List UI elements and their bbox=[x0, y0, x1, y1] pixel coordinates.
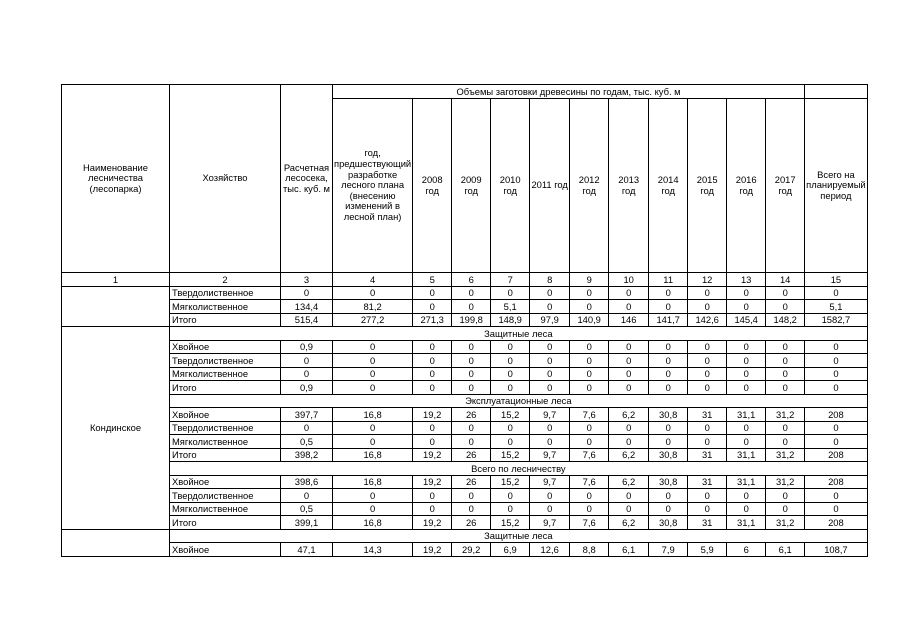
value-cell: 0 bbox=[570, 381, 609, 395]
value-cell: 0 bbox=[649, 300, 688, 314]
value-cell: 0 bbox=[452, 421, 491, 435]
value-cell: 14,3 bbox=[333, 543, 413, 557]
value-cell: 7,6 bbox=[570, 516, 609, 530]
value-cell: 19,2 bbox=[413, 516, 452, 530]
header-prior-year: год, предшествующий разработке лесного плана (внесению изменений в лесной план) bbox=[333, 99, 413, 273]
value-cell: 0 bbox=[413, 367, 452, 381]
row-label: Хвойное bbox=[170, 408, 281, 422]
table-row bbox=[62, 354, 868, 368]
value-cell: 0 bbox=[688, 502, 727, 516]
header-total: Всего на планируемый период bbox=[805, 99, 868, 273]
value-cell: 0 bbox=[413, 435, 452, 449]
value-cell: 7,6 bbox=[570, 448, 609, 462]
value-cell: 0 bbox=[805, 489, 868, 503]
value-cell: 31,2 bbox=[766, 475, 805, 489]
header-year: 2012 год bbox=[570, 99, 609, 273]
section-row bbox=[62, 462, 868, 476]
value-cell: 0 bbox=[609, 354, 649, 368]
value-cell: 0 bbox=[570, 435, 609, 449]
value-cell: 15,2 bbox=[491, 408, 530, 422]
column-number: 11 bbox=[649, 273, 688, 287]
row-label: Итого bbox=[170, 381, 281, 395]
value-cell: 0 bbox=[805, 435, 868, 449]
value-cell: 6,1 bbox=[609, 543, 649, 557]
header-year: 2009 год bbox=[452, 99, 491, 273]
value-cell: 0 bbox=[766, 367, 805, 381]
value-cell: 7,6 bbox=[570, 475, 609, 489]
value-cell: 0 bbox=[570, 300, 609, 314]
value-cell: 0 bbox=[570, 354, 609, 368]
value-cell: 30,8 bbox=[649, 516, 688, 530]
value-cell: 0 bbox=[530, 489, 570, 503]
value-cell: 31,1 bbox=[727, 516, 766, 530]
value-cell: 142,6 bbox=[688, 313, 727, 327]
value-cell: 15,2 bbox=[491, 475, 530, 489]
column-number: 12 bbox=[688, 273, 727, 287]
value-cell: 7,9 bbox=[649, 543, 688, 557]
column-number: 1 bbox=[62, 273, 170, 287]
value-cell: 0 bbox=[413, 421, 452, 435]
value-cell: 0 bbox=[649, 435, 688, 449]
header-year: 2011 год bbox=[530, 99, 570, 273]
value-cell: 0 bbox=[649, 340, 688, 354]
value-cell: 398,2 bbox=[281, 448, 333, 462]
header-year: 2015 год bbox=[688, 99, 727, 273]
value-cell: 0 bbox=[688, 489, 727, 503]
table-row bbox=[62, 286, 868, 300]
value-cell: 9,7 bbox=[530, 448, 570, 462]
value-cell: 0 bbox=[491, 286, 530, 300]
section-title: Эксплуатационные леса bbox=[170, 394, 868, 408]
value-cell: 0,5 bbox=[281, 502, 333, 516]
value-cell: 19,2 bbox=[413, 475, 452, 489]
value-cell: 0 bbox=[570, 367, 609, 381]
value-cell: 26 bbox=[452, 516, 491, 530]
value-cell: 0 bbox=[727, 367, 766, 381]
value-cell: 0 bbox=[727, 421, 766, 435]
value-cell: 0 bbox=[766, 489, 805, 503]
table-row bbox=[62, 340, 868, 354]
row-label: Мягколиственное bbox=[170, 435, 281, 449]
value-cell: 16,8 bbox=[333, 448, 413, 462]
value-cell: 0 bbox=[609, 489, 649, 503]
row-label: Итого bbox=[170, 448, 281, 462]
value-cell: 16,8 bbox=[333, 408, 413, 422]
table-row bbox=[62, 516, 868, 530]
value-cell: 0 bbox=[281, 354, 333, 368]
value-cell: 0 bbox=[413, 354, 452, 368]
header-economy: Хозяйство bbox=[170, 85, 281, 273]
value-cell: 0 bbox=[530, 502, 570, 516]
header-year: 2008 год bbox=[413, 99, 452, 273]
value-cell: 398,6 bbox=[281, 475, 333, 489]
value-cell: 26 bbox=[452, 475, 491, 489]
value-cell: 208 bbox=[805, 475, 868, 489]
header-year: 2010 год bbox=[491, 99, 530, 273]
value-cell: 31 bbox=[688, 408, 727, 422]
value-cell: 0 bbox=[766, 381, 805, 395]
value-cell: 19,2 bbox=[413, 408, 452, 422]
value-cell: 0 bbox=[727, 354, 766, 368]
value-cell: 5,9 bbox=[688, 543, 727, 557]
value-cell: 12,6 bbox=[530, 543, 570, 557]
value-cell: 30,8 bbox=[649, 408, 688, 422]
value-cell: 0 bbox=[530, 300, 570, 314]
value-cell: 9,7 bbox=[530, 516, 570, 530]
row-label: Итого bbox=[170, 516, 281, 530]
table-row bbox=[62, 381, 868, 395]
value-cell: 31 bbox=[688, 475, 727, 489]
value-cell: 0 bbox=[333, 286, 413, 300]
section-row bbox=[62, 327, 868, 341]
column-number: 10 bbox=[609, 273, 649, 287]
value-cell: 399,1 bbox=[281, 516, 333, 530]
forestry-name-cell bbox=[62, 529, 170, 556]
value-cell: 0 bbox=[491, 489, 530, 503]
value-cell: 0 bbox=[609, 340, 649, 354]
value-cell: 19,2 bbox=[413, 448, 452, 462]
column-number: 2 bbox=[170, 273, 281, 287]
value-cell: 6 bbox=[727, 543, 766, 557]
row-label: Итого bbox=[170, 313, 281, 327]
value-cell: 145,4 bbox=[727, 313, 766, 327]
value-cell: 30,8 bbox=[649, 448, 688, 462]
value-cell: 9,7 bbox=[530, 408, 570, 422]
value-cell: 134,4 bbox=[281, 300, 333, 314]
value-cell: 0 bbox=[688, 367, 727, 381]
value-cell: 31,1 bbox=[727, 475, 766, 489]
value-cell: 47,1 bbox=[281, 543, 333, 557]
value-cell: 26 bbox=[452, 408, 491, 422]
section-title: Защитные леса bbox=[170, 529, 868, 543]
value-cell: 277,2 bbox=[333, 313, 413, 327]
value-cell: 0 bbox=[530, 435, 570, 449]
harvest-volume-table bbox=[61, 84, 868, 557]
value-cell: 0 bbox=[452, 354, 491, 368]
value-cell: 0 bbox=[805, 421, 868, 435]
column-number: 13 bbox=[727, 273, 766, 287]
section-row bbox=[62, 529, 868, 543]
value-cell: 97,9 bbox=[530, 313, 570, 327]
value-cell: 0 bbox=[649, 421, 688, 435]
value-cell: 0 bbox=[281, 367, 333, 381]
table-row bbox=[62, 300, 868, 314]
value-cell: 0 bbox=[452, 489, 491, 503]
column-number: 14 bbox=[766, 273, 805, 287]
value-cell: 0 bbox=[530, 421, 570, 435]
value-cell: 30,8 bbox=[649, 475, 688, 489]
value-cell: 0 bbox=[413, 502, 452, 516]
row-label: Твердолиственное bbox=[170, 286, 281, 300]
table-row bbox=[62, 313, 868, 327]
value-cell: 0 bbox=[491, 367, 530, 381]
value-cell: 5,1 bbox=[491, 300, 530, 314]
value-cell: 0 bbox=[333, 367, 413, 381]
value-cell: 0 bbox=[727, 502, 766, 516]
value-cell: 15,2 bbox=[491, 448, 530, 462]
value-cell: 0 bbox=[530, 367, 570, 381]
value-cell: 148,9 bbox=[491, 313, 530, 327]
value-cell: 6,9 bbox=[491, 543, 530, 557]
value-cell: 0 bbox=[333, 489, 413, 503]
value-cell: 6,2 bbox=[609, 408, 649, 422]
value-cell: 0 bbox=[609, 300, 649, 314]
header-volume-group: Объемы заготовки древесины по годам, тыс. куб. м bbox=[333, 85, 805, 99]
forest-harvest-table-page bbox=[61, 84, 868, 557]
value-cell: 15,2 bbox=[491, 516, 530, 530]
value-cell: 0 bbox=[688, 421, 727, 435]
value-cell: 0 bbox=[727, 286, 766, 300]
value-cell: 9,7 bbox=[530, 475, 570, 489]
value-cell: 0 bbox=[413, 489, 452, 503]
value-cell: 0 bbox=[570, 286, 609, 300]
value-cell: 208 bbox=[805, 408, 868, 422]
column-number: 3 bbox=[281, 273, 333, 287]
column-number: 6 bbox=[452, 273, 491, 287]
value-cell: 0 bbox=[727, 489, 766, 503]
value-cell: 141,7 bbox=[649, 313, 688, 327]
value-cell: 31 bbox=[688, 516, 727, 530]
value-cell: 0 bbox=[452, 300, 491, 314]
value-cell: 0 bbox=[570, 502, 609, 516]
header-allowable-cut: Расчетная лесосека, тыс. куб. м bbox=[281, 85, 333, 273]
value-cell: 0 bbox=[609, 435, 649, 449]
value-cell: 515,4 bbox=[281, 313, 333, 327]
value-cell: 0 bbox=[766, 354, 805, 368]
value-cell: 81,2 bbox=[333, 300, 413, 314]
row-label: Твердолиственное bbox=[170, 421, 281, 435]
value-cell: 31,2 bbox=[766, 408, 805, 422]
value-cell: 0 bbox=[609, 381, 649, 395]
value-cell: 0,9 bbox=[281, 381, 333, 395]
value-cell: 0 bbox=[452, 381, 491, 395]
value-cell: 0 bbox=[281, 421, 333, 435]
header-year: 2014 год bbox=[649, 99, 688, 273]
value-cell: 0 bbox=[452, 286, 491, 300]
value-cell: 0 bbox=[530, 381, 570, 395]
column-number: 8 bbox=[530, 273, 570, 287]
value-cell: 108,7 bbox=[805, 543, 868, 557]
value-cell: 31,1 bbox=[727, 448, 766, 462]
table-row bbox=[62, 435, 868, 449]
header-forestry-name: Наименование лесничества (лесопарка) bbox=[62, 85, 170, 273]
column-number: 5 bbox=[413, 273, 452, 287]
value-cell: 0 bbox=[491, 340, 530, 354]
value-cell: 0 bbox=[333, 340, 413, 354]
value-cell: 5,1 bbox=[805, 300, 868, 314]
row-label: Мягколиственное bbox=[170, 300, 281, 314]
value-cell: 0 bbox=[530, 354, 570, 368]
column-number: 4 bbox=[333, 273, 413, 287]
header-year: 2016 год bbox=[727, 99, 766, 273]
table-row bbox=[62, 543, 868, 557]
value-cell: 0,5 bbox=[281, 435, 333, 449]
column-number: 15 bbox=[805, 273, 868, 287]
value-cell: 19,2 bbox=[413, 543, 452, 557]
value-cell: 0 bbox=[609, 502, 649, 516]
value-cell: 7,6 bbox=[570, 408, 609, 422]
value-cell: 140,9 bbox=[570, 313, 609, 327]
value-cell: 0 bbox=[688, 300, 727, 314]
value-cell: 0 bbox=[609, 286, 649, 300]
value-cell: 0 bbox=[413, 340, 452, 354]
value-cell: 0 bbox=[688, 286, 727, 300]
value-cell: 0 bbox=[766, 300, 805, 314]
table-row bbox=[62, 367, 868, 381]
section-row bbox=[62, 394, 868, 408]
row-label: Мягколиственное bbox=[170, 367, 281, 381]
row-label: Хвойное bbox=[170, 475, 281, 489]
value-cell: 0 bbox=[649, 367, 688, 381]
value-cell: 0 bbox=[766, 340, 805, 354]
value-cell: 0 bbox=[805, 340, 868, 354]
row-label: Твердолиственное bbox=[170, 354, 281, 368]
value-cell: 16,8 bbox=[333, 475, 413, 489]
value-cell: 0 bbox=[609, 367, 649, 381]
value-cell: 0 bbox=[649, 354, 688, 368]
value-cell: 29,2 bbox=[452, 543, 491, 557]
value-cell: 0 bbox=[413, 381, 452, 395]
value-cell: 0 bbox=[688, 435, 727, 449]
value-cell: 0 bbox=[805, 381, 868, 395]
value-cell: 0 bbox=[333, 421, 413, 435]
value-cell: 0 bbox=[413, 300, 452, 314]
value-cell: 0 bbox=[570, 489, 609, 503]
value-cell: 397,7 bbox=[281, 408, 333, 422]
row-label: Хвойное bbox=[170, 543, 281, 557]
value-cell: 0 bbox=[413, 286, 452, 300]
value-cell: 148,2 bbox=[766, 313, 805, 327]
column-number: 7 bbox=[491, 273, 530, 287]
header-year: 2013 год bbox=[609, 99, 649, 273]
value-cell: 6,2 bbox=[609, 475, 649, 489]
value-cell: 0 bbox=[727, 340, 766, 354]
value-cell: 0 bbox=[805, 502, 868, 516]
column-number: 9 bbox=[570, 273, 609, 287]
value-cell: 0 bbox=[491, 435, 530, 449]
value-cell: 0 bbox=[805, 367, 868, 381]
value-cell: 0 bbox=[491, 354, 530, 368]
value-cell: 0 bbox=[649, 489, 688, 503]
value-cell: 208 bbox=[805, 448, 868, 462]
value-cell: 0 bbox=[452, 340, 491, 354]
value-cell: 0 bbox=[805, 354, 868, 368]
value-cell: 0 bbox=[333, 502, 413, 516]
value-cell: 146 bbox=[609, 313, 649, 327]
section-title: Защитные леса bbox=[170, 327, 868, 341]
value-cell: 0 bbox=[649, 286, 688, 300]
value-cell: 26 bbox=[452, 448, 491, 462]
value-cell: 0 bbox=[766, 421, 805, 435]
value-cell: 0 bbox=[452, 502, 491, 516]
value-cell: 0 bbox=[766, 435, 805, 449]
value-cell: 16,8 bbox=[333, 516, 413, 530]
forestry-name-kondinskoe: Кондинское bbox=[62, 327, 170, 530]
forestry-name-cell bbox=[62, 286, 170, 327]
table-row bbox=[62, 421, 868, 435]
value-cell: 0 bbox=[727, 381, 766, 395]
value-cell: 0 bbox=[570, 421, 609, 435]
column-numbers-row bbox=[62, 273, 868, 287]
value-cell: 6,2 bbox=[609, 448, 649, 462]
value-cell: 0 bbox=[688, 340, 727, 354]
value-cell: 208 bbox=[805, 516, 868, 530]
value-cell: 0 bbox=[688, 354, 727, 368]
table-row bbox=[62, 502, 868, 516]
table-row bbox=[62, 408, 868, 422]
value-cell: 6,1 bbox=[766, 543, 805, 557]
value-cell: 31,2 bbox=[766, 516, 805, 530]
value-cell: 271,3 bbox=[413, 313, 452, 327]
value-cell: 8,8 bbox=[570, 543, 609, 557]
value-cell: 0 bbox=[805, 286, 868, 300]
value-cell: 0 bbox=[766, 286, 805, 300]
value-cell: 0 bbox=[333, 354, 413, 368]
value-cell: 0 bbox=[766, 502, 805, 516]
value-cell: 0,9 bbox=[281, 340, 333, 354]
value-cell: 0 bbox=[609, 421, 649, 435]
value-cell: 0 bbox=[649, 381, 688, 395]
value-cell: 0 bbox=[491, 421, 530, 435]
value-cell: 31,2 bbox=[766, 448, 805, 462]
row-label: Твердолиственное bbox=[170, 489, 281, 503]
value-cell: 0 bbox=[491, 502, 530, 516]
value-cell: 0 bbox=[727, 435, 766, 449]
value-cell: 0 bbox=[570, 340, 609, 354]
value-cell: 0 bbox=[333, 381, 413, 395]
value-cell: 0 bbox=[530, 286, 570, 300]
header-total-spacer bbox=[805, 85, 868, 99]
value-cell: 0 bbox=[530, 340, 570, 354]
value-cell: 1582,7 bbox=[805, 313, 868, 327]
table-row bbox=[62, 475, 868, 489]
value-cell: 0 bbox=[452, 367, 491, 381]
row-label: Мягколиственное bbox=[170, 502, 281, 516]
value-cell: 0 bbox=[491, 381, 530, 395]
table-row bbox=[62, 489, 868, 503]
value-cell: 31 bbox=[688, 448, 727, 462]
section-title: Всего по лесничеству bbox=[170, 462, 868, 476]
value-cell: 0 bbox=[281, 286, 333, 300]
value-cell: 0 bbox=[333, 435, 413, 449]
value-cell: 199,8 bbox=[452, 313, 491, 327]
value-cell: 0 bbox=[688, 381, 727, 395]
value-cell: 0 bbox=[727, 300, 766, 314]
header-year: 2017 год bbox=[766, 99, 805, 273]
row-label: Хвойное bbox=[170, 340, 281, 354]
value-cell: 31,1 bbox=[727, 408, 766, 422]
table-row bbox=[62, 448, 868, 462]
value-cell: 0 bbox=[281, 489, 333, 503]
value-cell: 0 bbox=[452, 435, 491, 449]
value-cell: 6,2 bbox=[609, 516, 649, 530]
value-cell: 0 bbox=[649, 502, 688, 516]
